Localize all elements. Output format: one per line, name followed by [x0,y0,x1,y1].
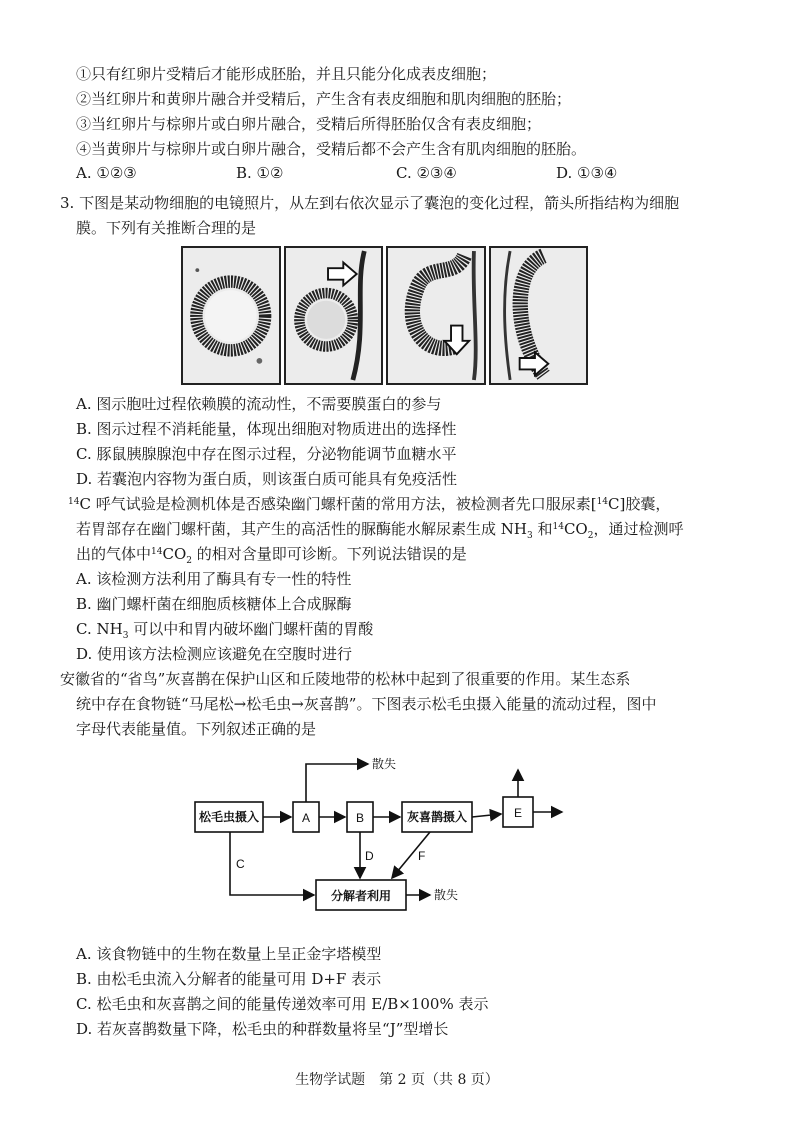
q3-option-c: C. 豚鼠胰腺腺泡中存在图示过程，分泌物能调节血糖水平 [76,445,457,463]
q4-option-d: D. 使用该方法检测应该避免在空腹时进行 [76,645,353,663]
q5-stem-line-1: 安徽省的“省鸟”灰喜鹊在保护山区和丘陵地带的松林中起到了很重要的作用。某生态系 [60,670,631,688]
q3-option-d: D. 若囊泡内容物为蛋白质，则该蛋白质可能具有免疫活性 [76,470,458,488]
q3-option-b: B. 图示过程不消耗能量，体现出细胞对物质进出的选择性 [76,420,457,438]
loss-label-bottom: 散失 [434,888,459,902]
q4-option-c: C. $NH_3$ 可以中和胃内破坏幽门螺杆菌的胃酸 [76,620,374,641]
energy-flow-diagram [190,752,590,922]
box-e-label: E [513,806,523,820]
q2-options [76,163,716,183]
q2-option-a: A. ①②③ [76,164,137,182]
box-a-label: A [301,811,311,825]
page-footer: 生物学试题 第 2 页（共 8 页） [295,1072,499,1088]
q4-stem-line-2: 若胃部存在幽门螺杆菌，其产生的高活性的脲酶能水解尿素生成 $NH_3$ 和$^{14}CO_2$，通过检测呼 [76,520,684,541]
arrow-icon [328,262,357,285]
q4-option-a: A. 该检测方法利用了酶具有专一性的特性 [76,570,352,588]
q3-stem-line-1: 3. 下图是某动物细胞的电镜照片，从左到右依次显示了囊泡的变化过程，箭头所指结构为细胞 [60,194,680,212]
decomposer-label: 分解者利用 [330,889,392,903]
q2-statement-4: ④当黄卵片与棕卵片或白卵片融合，受精后都不会产生含有肌肉细胞的胚胎。 [76,140,587,158]
q2-option-c: C. ②③④ [396,164,457,182]
q5-option-d: D. 若灰喜鹊数量下降，松毛虫的种群数量将呈“J”型增长 [76,1020,449,1038]
q3-option-a: A. 图示胞吐过程依赖膜的流动性，不需要膜蛋白的参与 [76,395,442,413]
magpie-intake-label: 灰喜鹊摄入 [406,810,468,824]
q5-stem-line-3: 字母代表能量值。下列叙述正确的是 [76,720,317,738]
micrograph-1 [181,246,281,385]
q5-option-a: A. 该食物链中的生物在数量上呈正金字塔模型 [76,945,382,963]
q5-option-c: C. 松毛虫和灰喜鹊之间的能量传递效率可用 E/B×100% 表示 [76,995,489,1013]
q5-stem-line-2: 统中存在食物链“马尾松→松毛虫→灰喜鹊”。下图表示松毛虫摄入能量的流动过程，图中 [76,695,657,713]
q2-statement-2: ②当红卵片和黄卵片融合并受精后，产生含有表皮细胞和肌肉细胞的胚胎； [76,90,572,108]
electron-micrographs [181,246,588,385]
q4-stem-line-3: 出的气体中$^{14}CO_2$ 的相对含量即可诊断。下列说法错误的是 [76,545,467,566]
q2-option-b: B. ①② [236,164,284,182]
loss-label-top: 散失 [372,757,397,771]
micrograph-3 [386,246,486,385]
q4-stem-line-1: $^{14}$C 呼气试验是检测机体是否感染幽门螺杆菌的常用方法，被检测者先口服尿素[$^{14}$C]胶囊， [68,495,671,513]
label-c: C [236,857,245,871]
intake-label: 松毛虫摄入 [198,810,260,824]
q2-statement-1: ①只有红卵片受精后才能形成胚胎，并且只能分化成表皮细胞； [76,65,497,83]
q4-option-b: B. 幽门螺杆菌在细胞质核糖体上合成脲酶 [76,595,352,613]
q2-statement-3: ③当红卵片与棕卵片或白卵片融合，受精后所得胚胎仅含有表皮细胞； [76,115,542,133]
label-d: D [365,849,374,863]
q3-stem-line-2: 膜。下列有关推断合理的是 [76,219,257,237]
arrow-icon [444,326,469,355]
q2-option-d: D. ①③④ [556,164,618,182]
label-f: F [418,849,426,863]
micrograph-4 [489,246,589,385]
box-b-label: B [355,811,365,825]
micrograph-2 [284,246,384,385]
q5-option-b: B. 由松毛虫流入分解者的能量可用 D+F 表示 [76,970,382,988]
